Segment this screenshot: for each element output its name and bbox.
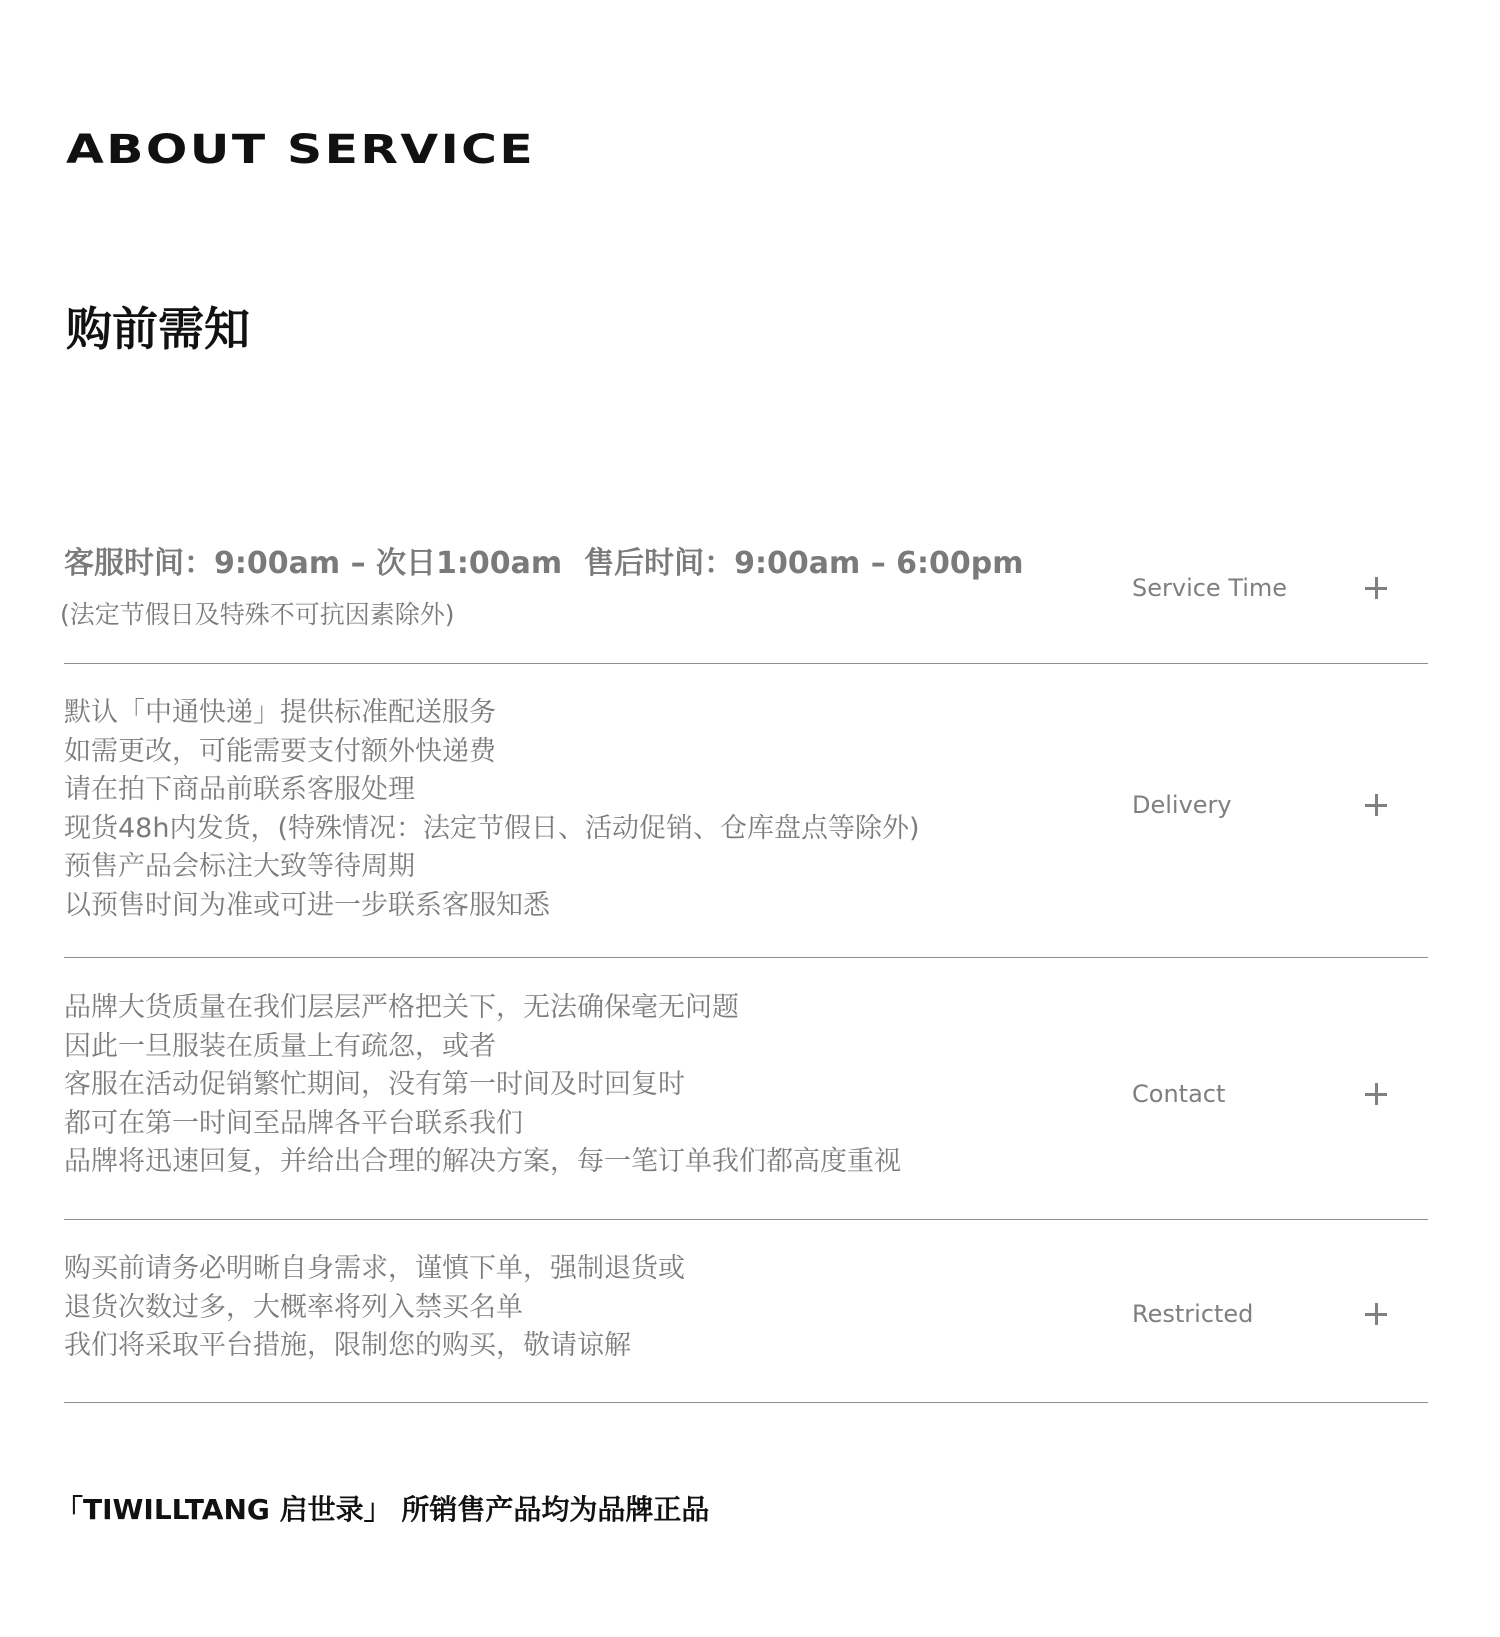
row-label-service-time: Service Time — [1132, 574, 1288, 602]
delivery-line: 以预售时间为准或可进一步联系客服知悉 — [64, 889, 550, 921]
after-sales-hours: 售后时间：9:00am – 6:00pm — [584, 546, 1024, 581]
contact-line: 客服在活动促销繁忙期间，没有第一时间及时回复时 — [64, 1069, 685, 1100]
plus-icon[interactable] — [1365, 1303, 1387, 1325]
authenticity-note: 「TIWILLTANG 启世录」 所销售产品均为品牌正品 — [55, 1493, 710, 1526]
row-label-delivery: Delivery — [1132, 791, 1232, 819]
restricted-row[interactable] — [64, 1220, 1428, 1403]
restricted-line: 退货次数过多，大概率将列入禁买名单 — [64, 1291, 523, 1323]
holiday-note: (法定节假日及特殊不可抗因素除外) — [60, 600, 455, 629]
contact-line: 品牌大货质量在我们层层严格把关下，无法确保毫无问题 — [64, 992, 739, 1023]
delivery-line: 默认「中通快递」提供标准配送服务 — [64, 697, 496, 728]
row-label-contact: Contact — [1132, 1080, 1226, 1108]
plus-icon[interactable] — [1365, 794, 1387, 816]
service-time-row[interactable] — [60, 520, 1428, 664]
contact-line: 都可在第一时间至品牌各平台联系我们 — [64, 1107, 523, 1139]
plus-icon[interactable] — [1365, 577, 1387, 599]
delivery-text — [64, 694, 920, 925]
delivery-line: 现货48h内发货，(特殊情况：法定节假日、活动促销、仓库盘点等除外) — [64, 812, 920, 844]
page-header-title: ABOUT SERVICE — [66, 127, 536, 173]
restricted-text — [64, 1250, 685, 1366]
delivery-line: 如需更改，可能需要支付额外快递费 — [64, 735, 496, 767]
restricted-line: 我们将采取平台措施，限制您的购买，敬请谅解 — [64, 1330, 631, 1361]
restricted-line: 购买前请务必明晰自身需求，谨慎下单，强制退货或 — [64, 1253, 685, 1284]
contact-row[interactable] — [64, 958, 1428, 1220]
service-hours-text — [64, 538, 1024, 582]
delivery-line: 预售产品会标注大致等待周期 — [64, 851, 415, 882]
plus-icon[interactable] — [1365, 1083, 1387, 1105]
row-label-restricted: Restricted — [1132, 1300, 1254, 1328]
customer-service-hours: 客服时间：9:00am – 次日1:00am — [64, 546, 563, 581]
delivery-line: 请在拍下商品前联系客服处理 — [64, 774, 415, 805]
delivery-row[interactable] — [64, 664, 1428, 958]
contact-line: 因此一旦服装在质量上有疏忽，或者 — [64, 1030, 496, 1062]
contact-line: 品牌将迅速回复，并给出合理的解决方案，每一笔订单我们都高度重视 — [64, 1146, 901, 1177]
section-title: 购前需知 — [66, 302, 250, 356]
contact-text — [64, 989, 901, 1182]
